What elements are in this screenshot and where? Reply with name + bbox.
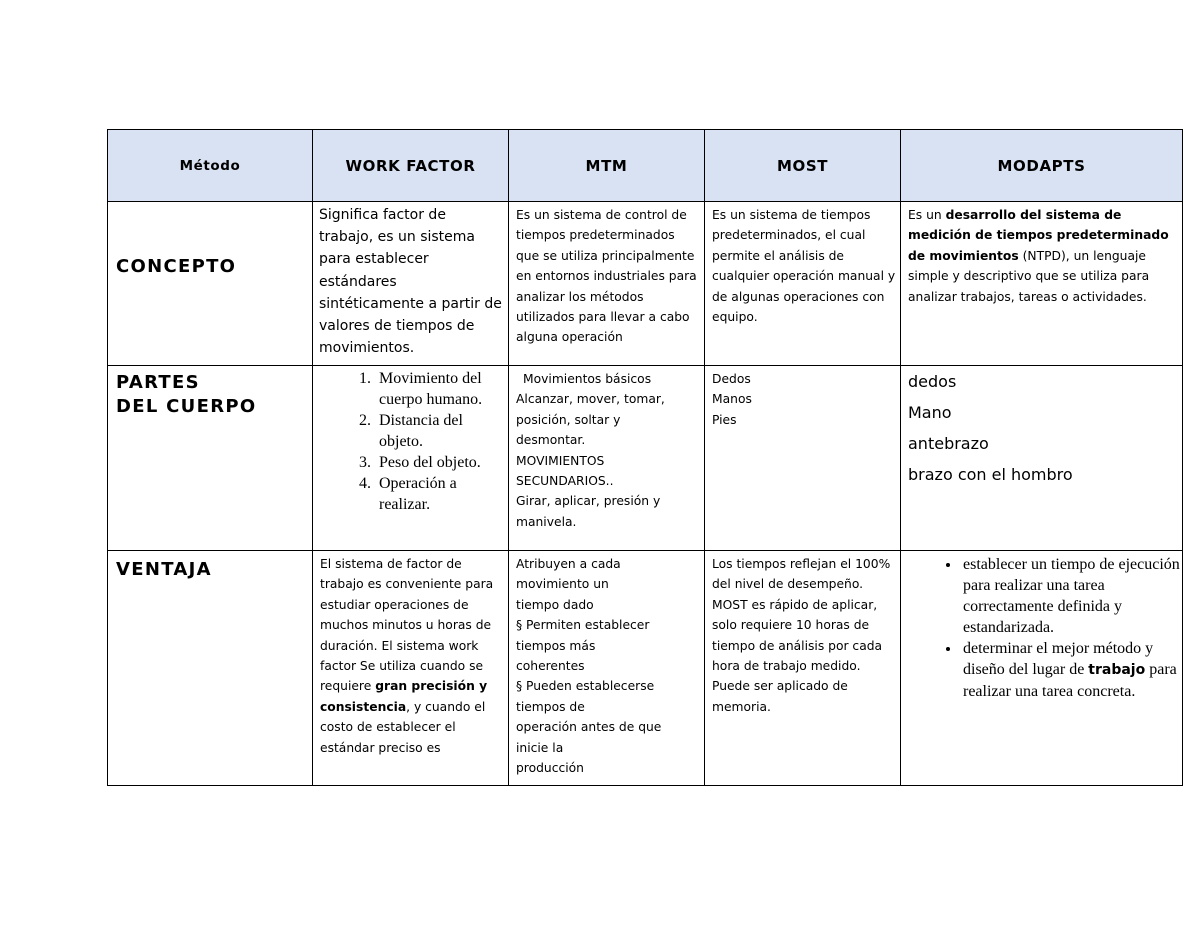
text-line: coherentes (516, 659, 585, 674)
ventaja-most-cell (705, 551, 901, 786)
concepto-label-cell (108, 202, 313, 366)
header-mtm: MTM (509, 130, 705, 202)
list-item (961, 638, 1182, 702)
text-line: § Permiten establecer (516, 618, 650, 633)
list-item: • establecer un tiempo de ejecución para realizar una tarea correctamente definida y estandarizada. (961, 554, 1182, 638)
ventaja-modapts-item2-bold: trabajo (1088, 662, 1146, 678)
header-modapts: MODAPTS (901, 130, 1183, 202)
ventaja-work-factor-bold: gran precisión y consistencia (320, 679, 488, 714)
concepto-modapts-bold: desarrollo del sistema de medición de tiempos predeterminado de movimientos (908, 208, 1169, 263)
text-line: Atribuyen a cada (516, 557, 621, 571)
text-line: manivela. (516, 514, 577, 529)
list-item: brazo con el hombro (908, 465, 1073, 484)
concepto-label: CONCEPTO (116, 256, 237, 277)
ventaja-work-factor-post: , y cuando el costo de establecer el estándar preciso es (320, 699, 486, 755)
concepto-mtm-text: Es un sistema de control de tiempos predeterminados que se utiliza principalmente en entornos industriales para analizar los métodos utilizados para llevar a cabo alguna operación (516, 208, 697, 345)
text-line: SECUNDARIOS.. (516, 474, 614, 489)
ventaja-most-text: Los tiempos reflejan el 100% del nivel de desempeño. MOST es rápido de aplicar, solo requiere 10 horas de tiempo de análisis por cada hora de trabajo medido. Puede ser aplicado de memoria. (712, 557, 891, 714)
partes-work-factor-list (313, 368, 508, 515)
concepto-work-factor-text: Significa factor de trabajo, es un sistema para establecer estándares sintéticamente a partir de valores de tiempos de movimientos. (319, 207, 502, 357)
text-line: Alcanzar, mover, tomar, (516, 392, 665, 407)
concepto-most-text: Es un sistema de tiempos predeterminados, el cual permite el análisis de cualquier operación manual y de algunas operaciones con equipo. (712, 208, 896, 325)
text-line: movimiento un (516, 577, 609, 592)
list-item: Dedos (712, 372, 751, 386)
ventaja-label: VENTAJA (116, 559, 212, 580)
partes-label-line2: DEL CUERPO (116, 396, 257, 417)
partes-modapts-cell (901, 366, 1183, 551)
partes-label-line1: PARTES (116, 372, 200, 393)
text-line: inicie la (516, 740, 564, 755)
header-metodo: Método (108, 130, 313, 202)
ventaja-label-cell (108, 551, 313, 786)
concepto-modapts-cell (901, 202, 1183, 366)
text-line: Movimientos básicos (523, 372, 652, 386)
text-line: Girar, aplicar, presión y (516, 494, 661, 509)
list-item: antebrazo (908, 434, 989, 453)
concepto-modapts-post: (NTPD), un lenguaje simple y descriptivo que se utiliza para analizar trabajos, tareas o actividades. (908, 248, 1150, 304)
header-work-factor: WORK FACTOR (313, 130, 509, 202)
list-item: Pies (712, 412, 737, 427)
partes-mtm-cell (509, 366, 705, 551)
ventaja-modapts-list (901, 554, 1182, 702)
list-item: 2. Distancia del objeto. (375, 410, 508, 452)
ventaja-work-factor-cell (313, 551, 509, 786)
list-item: 3. Peso del objeto. (375, 452, 508, 473)
ventaja-modapts-item2-post: para realizar una tarea concreta. (963, 661, 1177, 700)
text-line: desmontar. (516, 433, 586, 448)
ventaja-modapts-item2-pre: determinar el mejor método y diseño del lugar de (963, 640, 1154, 678)
ventaja-mtm-text (509, 551, 704, 778)
partes-mtm-text (509, 366, 704, 532)
list-item: 4. Operación a realizar. (375, 473, 508, 515)
text-line: § Pueden establecerse (516, 679, 655, 694)
ventaja-work-factor-pre: El sistema de factor de trabajo es conveniente para estudiar operaciones de muchos minutos u horas de duración. El sistema work factor Se utiliza cuando se requiere (320, 557, 494, 694)
concepto-mtm-cell (509, 202, 705, 366)
row-partes-del-cuerpo (108, 366, 1183, 551)
text-line: producción (516, 761, 584, 776)
list-item: Manos (712, 392, 752, 407)
methods-comparison-table (107, 129, 1183, 786)
partes-label-cell (108, 366, 313, 551)
list-item: dedos (908, 372, 957, 391)
concepto-most-cell (705, 202, 901, 366)
text-line: tiempos de (516, 699, 585, 714)
ventaja-modapts-cell (901, 551, 1183, 786)
text-line: posición, soltar y (516, 412, 621, 427)
partes-most-cell (705, 366, 901, 551)
text-line: operación antes de que (516, 720, 662, 735)
ventaja-mtm-cell (509, 551, 705, 786)
concepto-work-factor-cell (313, 202, 509, 366)
text-line: tiempo dado (516, 597, 594, 612)
partes-modapts-list (901, 366, 1182, 490)
partes-most-list (705, 366, 900, 430)
list-item: 1. Movimiento del cuerpo humano. (375, 368, 508, 410)
ventaja-work-factor-text (313, 551, 508, 758)
row-ventaja (108, 551, 1183, 786)
list-item: Mano (908, 403, 952, 422)
header-most: MOST (705, 130, 901, 202)
concepto-modapts-pre: Es un (908, 208, 946, 222)
partes-work-factor-cell (313, 366, 509, 551)
text-line: MOVIMIENTOS (516, 453, 605, 468)
row-concepto (108, 202, 1183, 366)
concepto-modapts-text (901, 202, 1182, 307)
partes-label (108, 366, 312, 419)
header-row (108, 130, 1183, 202)
text-line: tiempos más (516, 638, 596, 653)
